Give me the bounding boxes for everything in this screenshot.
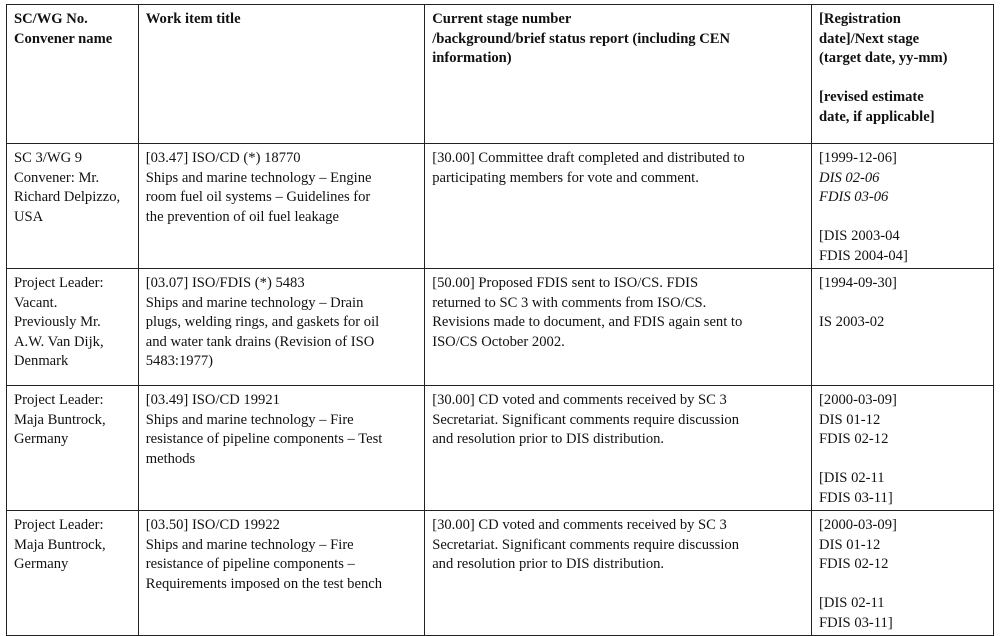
work-items-table — [6, 4, 994, 636]
status-report-cell — [425, 269, 812, 386]
cell-text: [03.49] ISO/CD 19921 — [145, 392, 280, 408]
dates-cell — [812, 144, 994, 269]
cell-text: Convener: Mr. — [14, 169, 100, 186]
table-row — [7, 511, 994, 636]
revised-date: [DIS 02-11 — [819, 595, 885, 611]
cell-text: Previously Mr. — [14, 314, 101, 330]
revised-date: [DIS 02-11 — [819, 470, 885, 486]
revised-date: FDIS 2004-04] — [819, 247, 908, 264]
registration-date: [2000-03-09] — [819, 392, 897, 408]
header-work-item-title — [138, 5, 424, 144]
convener-cell — [7, 269, 139, 386]
header-text: date, if applicable] — [819, 108, 935, 125]
header-text: information) — [432, 50, 512, 66]
header-text: date]/Next stage — [819, 30, 920, 47]
cell-text: A.W. Van Dijk, — [14, 333, 104, 350]
cell-text: room fuel oil systems – Guidelines for — [145, 189, 371, 205]
convener-cell — [7, 386, 139, 511]
header-sc-wg-convener — [7, 5, 139, 144]
cell-text: Richard Delpizzo, — [14, 189, 121, 205]
cell-text: Ships and marine technology – Engine — [145, 169, 372, 186]
next-stage-date: DIS 02-06 — [819, 169, 880, 186]
cell-text: Ships and marine technology – Fire — [145, 536, 354, 553]
cell-text: [03.47] ISO/CD (*) 18770 — [145, 150, 301, 166]
status-report-cell — [425, 511, 812, 636]
table-header-row — [7, 5, 994, 144]
cell-text: [03.07] ISO/FDIS (*) 5483 — [145, 275, 305, 291]
cell-text: methods — [145, 450, 196, 467]
registration-date: [2000-03-09] — [819, 517, 897, 533]
cell-text: 5483:1977) — [145, 353, 214, 369]
header-text: (target date, yy-mm) — [819, 50, 948, 66]
cell-text: Secretariat. Significant comments require discussion — [432, 411, 739, 428]
cell-text: Project Leader: — [14, 517, 104, 533]
next-stage-date: FDIS 02-12 — [819, 431, 889, 447]
cell-text: Project Leader: — [14, 392, 104, 408]
cell-text: Requirements imposed on the test bench — [145, 575, 383, 592]
convener-cell — [7, 144, 139, 269]
cell-text: plugs, welding rings, and gaskets for oil — [145, 314, 380, 330]
convener-cell — [7, 511, 139, 636]
cell-text: SC 3/WG 9 — [14, 150, 83, 166]
cell-text: resistance of pipeline components – Test — [145, 431, 383, 447]
cell-text: Vacant. — [14, 294, 58, 311]
work-item-title-cell — [138, 144, 424, 269]
cell-text: and water tank drains (Revision of ISO — [145, 333, 375, 350]
cell-text: resistance of pipeline components – — [145, 556, 355, 572]
cell-text: [50.00] Proposed FDIS sent to ISO/CS. FDIS — [432, 275, 699, 291]
next-stage-date: FDIS 03-06 — [819, 189, 889, 205]
dates-cell — [812, 386, 994, 511]
header-text: /background/brief status report (including CEN — [432, 30, 731, 47]
cell-text: Maja Buntrock, — [14, 536, 106, 553]
next-stage-date: IS 2003-02 — [819, 314, 885, 330]
cell-text: Germany — [14, 556, 69, 572]
header-text: SC/WG No. — [14, 11, 88, 27]
cell-text: [30.00] CD voted and comments received by SC 3 — [432, 517, 727, 533]
work-item-title-cell — [138, 511, 424, 636]
cell-text: Ships and marine technology – Drain — [145, 294, 364, 311]
cell-text: [30.00] Committee draft completed and distributed to — [432, 150, 745, 166]
cell-text: Secretariat. Significant comments require discussion — [432, 536, 739, 553]
cell-text: Germany — [14, 431, 69, 447]
header-text: [Registration — [819, 11, 901, 27]
header-text: Convener name — [14, 30, 113, 47]
next-stage-date: DIS 01-12 — [819, 536, 881, 553]
cell-text: returned to SC 3 with comments from ISO/CS. — [432, 294, 707, 311]
cell-text: [30.00] CD voted and comments received by SC 3 — [432, 392, 727, 408]
cell-text: the prevention of oil fuel leakage — [145, 208, 340, 225]
header-current-stage — [425, 5, 812, 144]
work-item-title-cell — [138, 386, 424, 511]
header-text: Current stage number — [432, 11, 572, 27]
cell-text: ISO/CS October 2002. — [432, 333, 565, 350]
cell-text: Denmark — [14, 353, 69, 369]
table-row — [7, 386, 994, 511]
dates-cell — [812, 511, 994, 636]
status-report-cell — [425, 386, 812, 511]
cell-text: Revisions made to document, and FDIS again sent to — [432, 314, 743, 330]
header-text: [revised estimate — [819, 89, 924, 105]
cell-text: Ships and marine technology – Fire — [145, 411, 354, 428]
next-stage-date: DIS 01-12 — [819, 411, 881, 428]
header-registration-next-stage — [812, 5, 994, 144]
cell-text: and resolution prior to DIS distribution. — [432, 556, 665, 572]
registration-date: [1999-12-06] — [819, 150, 897, 166]
revised-date: FDIS 03-11] — [819, 614, 893, 631]
cell-text: Project Leader: — [14, 275, 104, 291]
cell-text: [03.50] ISO/CD 19922 — [145, 517, 280, 533]
status-report-cell — [425, 144, 812, 269]
next-stage-date: FDIS 02-12 — [819, 556, 889, 572]
work-item-title-cell — [138, 269, 424, 386]
cell-text: and resolution prior to DIS distribution. — [432, 431, 665, 447]
table-row — [7, 269, 994, 386]
revised-date: FDIS 03-11] — [819, 489, 893, 506]
dates-cell — [812, 269, 994, 386]
cell-text: participating members for vote and comment. — [432, 169, 699, 186]
cell-text: Maja Buntrock, — [14, 411, 106, 428]
revised-date: [DIS 2003-04 — [819, 228, 900, 244]
cell-text: USA — [14, 208, 44, 225]
registration-date: [1994-09-30] — [819, 275, 897, 291]
header-text: Work item title — [145, 11, 241, 27]
table-row — [7, 144, 994, 269]
